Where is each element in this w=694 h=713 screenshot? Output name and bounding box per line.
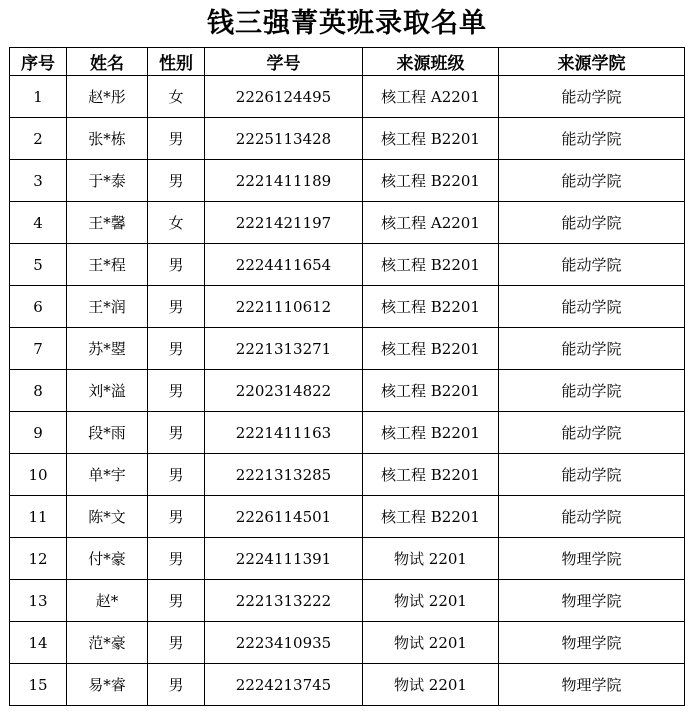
cell-gender: 男 — [148, 454, 205, 496]
cell-source-class: 核工程 B2201 — [363, 160, 499, 202]
cell-name: 于*泰 — [67, 160, 148, 202]
cell-gender: 女 — [148, 76, 205, 118]
table-row — [10, 496, 685, 538]
header-student-id: 学号 — [205, 48, 363, 76]
cell-source-class: 核工程 A2201 — [363, 202, 499, 244]
cell-index: 2 — [10, 118, 67, 160]
cell-index: 3 — [10, 160, 67, 202]
cell-student-id: 2224213745 — [205, 664, 363, 706]
cell-index: 10 — [10, 454, 67, 496]
cell-source-class: 核工程 A2201 — [363, 76, 499, 118]
table-row — [10, 370, 685, 412]
table-row — [10, 622, 685, 664]
cell-source-college: 能动学院 — [499, 496, 685, 538]
cell-gender: 男 — [148, 118, 205, 160]
cell-source-class: 物试 2201 — [363, 664, 499, 706]
cell-name: 范*豪 — [67, 622, 148, 664]
table-row — [10, 328, 685, 370]
cell-source-college: 物理学院 — [499, 538, 685, 580]
table-body — [10, 76, 685, 706]
header-source-class: 来源班级 — [363, 48, 499, 76]
cell-student-id: 2223410935 — [205, 622, 363, 664]
cell-source-college: 能动学院 — [499, 286, 685, 328]
cell-student-id: 2202314822 — [205, 370, 363, 412]
cell-gender: 男 — [148, 412, 205, 454]
table-row — [10, 412, 685, 454]
cell-name: 张*栋 — [67, 118, 148, 160]
cell-student-id: 2221313285 — [205, 454, 363, 496]
table-row — [10, 580, 685, 622]
cell-source-college: 能动学院 — [499, 328, 685, 370]
cell-gender: 男 — [148, 370, 205, 412]
cell-source-class: 核工程 B2201 — [363, 328, 499, 370]
header-gender: 性别 — [148, 48, 205, 76]
cell-index: 13 — [10, 580, 67, 622]
cell-student-id: 2225113428 — [205, 118, 363, 160]
cell-source-college: 能动学院 — [499, 412, 685, 454]
table-row — [10, 664, 685, 706]
cell-name: 付*豪 — [67, 538, 148, 580]
table-row — [10, 160, 685, 202]
admission-table — [9, 47, 685, 706]
cell-source-class: 核工程 B2201 — [363, 454, 499, 496]
cell-source-college: 物理学院 — [499, 664, 685, 706]
cell-student-id: 2221411189 — [205, 160, 363, 202]
cell-gender: 男 — [148, 538, 205, 580]
cell-source-class: 核工程 B2201 — [363, 118, 499, 160]
cell-index: 15 — [10, 664, 67, 706]
cell-source-class: 物试 2201 — [363, 580, 499, 622]
cell-name: 苏*曌 — [67, 328, 148, 370]
table-row — [10, 118, 685, 160]
cell-source-class: 物试 2201 — [363, 622, 499, 664]
cell-gender: 女 — [148, 202, 205, 244]
cell-name: 王*程 — [67, 244, 148, 286]
cell-index: 14 — [10, 622, 67, 664]
cell-source-class: 核工程 B2201 — [363, 286, 499, 328]
table-row — [10, 202, 685, 244]
cell-student-id: 2224111391 — [205, 538, 363, 580]
cell-source-class: 物试 2201 — [363, 538, 499, 580]
cell-name: 刘*溢 — [67, 370, 148, 412]
header-source-college: 来源学院 — [499, 48, 685, 76]
cell-index: 1 — [10, 76, 67, 118]
table-header-row — [10, 48, 685, 76]
cell-source-college: 能动学院 — [499, 118, 685, 160]
cell-source-college: 能动学院 — [499, 160, 685, 202]
cell-source-college: 物理学院 — [499, 580, 685, 622]
cell-source-college: 物理学院 — [499, 622, 685, 664]
cell-source-college: 能动学院 — [499, 244, 685, 286]
cell-name: 单*宇 — [67, 454, 148, 496]
cell-name: 段*雨 — [67, 412, 148, 454]
cell-gender: 男 — [148, 244, 205, 286]
cell-name: 赵* — [67, 580, 148, 622]
cell-index: 11 — [10, 496, 67, 538]
cell-student-id: 2221411163 — [205, 412, 363, 454]
table-row — [10, 538, 685, 580]
cell-index: 9 — [10, 412, 67, 454]
header-name: 姓名 — [67, 48, 148, 76]
cell-source-college: 能动学院 — [499, 454, 685, 496]
cell-source-college: 能动学院 — [499, 76, 685, 118]
cell-index: 6 — [10, 286, 67, 328]
cell-name: 王*润 — [67, 286, 148, 328]
cell-source-class: 核工程 B2201 — [363, 244, 499, 286]
cell-student-id: 2221313271 — [205, 328, 363, 370]
cell-name: 易*睿 — [67, 664, 148, 706]
cell-index: 12 — [10, 538, 67, 580]
cell-name: 陈*文 — [67, 496, 148, 538]
cell-gender: 男 — [148, 580, 205, 622]
cell-source-class: 核工程 B2201 — [363, 370, 499, 412]
cell-student-id: 2226114501 — [205, 496, 363, 538]
cell-index: 7 — [10, 328, 67, 370]
cell-gender: 男 — [148, 160, 205, 202]
cell-gender: 男 — [148, 496, 205, 538]
cell-gender: 男 — [148, 664, 205, 706]
cell-student-id: 2221110612 — [205, 286, 363, 328]
table-row — [10, 76, 685, 118]
cell-student-id: 2224411654 — [205, 244, 363, 286]
cell-index: 8 — [10, 370, 67, 412]
cell-gender: 男 — [148, 286, 205, 328]
cell-gender: 男 — [148, 622, 205, 664]
cell-student-id: 2221421197 — [205, 202, 363, 244]
header-index: 序号 — [10, 48, 67, 76]
table-row — [10, 454, 685, 496]
cell-index: 5 — [10, 244, 67, 286]
table-row — [10, 286, 685, 328]
page-title: 钱三强菁英班录取名单 — [207, 8, 487, 39]
table-row — [10, 244, 685, 286]
cell-source-class: 核工程 B2201 — [363, 412, 499, 454]
cell-name: 王*馨 — [67, 202, 148, 244]
cell-student-id: 2221313222 — [205, 580, 363, 622]
cell-source-class: 核工程 B2201 — [363, 496, 499, 538]
cell-index: 4 — [10, 202, 67, 244]
cell-gender: 男 — [148, 328, 205, 370]
cell-name: 赵*彤 — [67, 76, 148, 118]
cell-source-college: 能动学院 — [499, 202, 685, 244]
cell-student-id: 2226124495 — [205, 76, 363, 118]
cell-source-college: 能动学院 — [499, 370, 685, 412]
